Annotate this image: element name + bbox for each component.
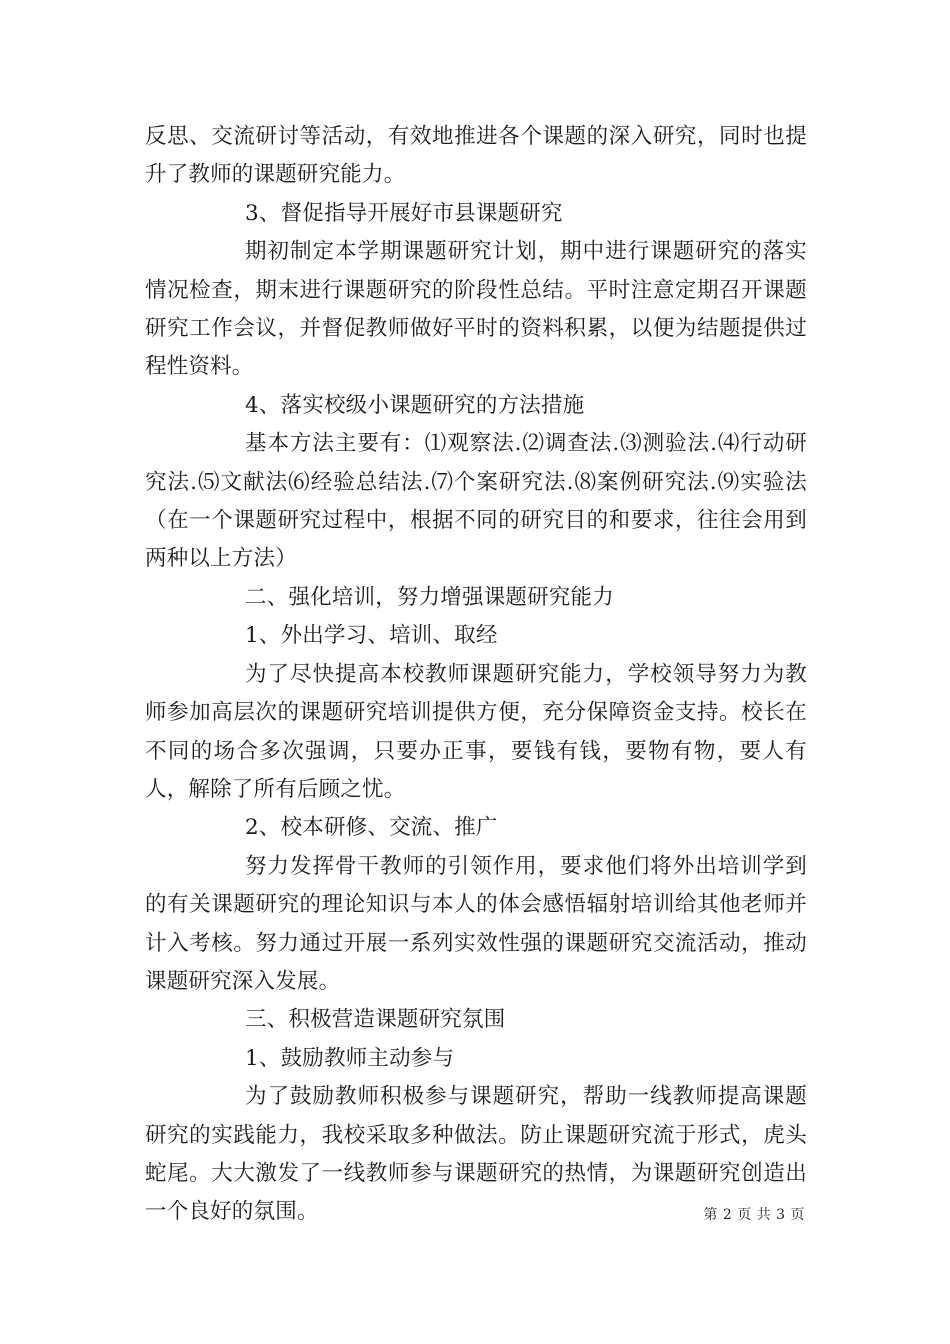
heading-section-4: 4、落实校级小课题研究的方法措施 <box>245 392 585 418</box>
paragraph-research-plan: 期初制定本学期课题研究计划，期中进行课题研究的落实情况检查，期末进行课题研究的阶段性总结。平时注意定期召开课题研究工作会议，并督促教师做好平时的资料积累，以便为结题提供过程性资料。 <box>145 239 807 380</box>
heading-part-2-item-2: 2、校本研修、交流、推广 <box>245 815 498 841</box>
heading-part-3: 三、积极营造课题研究氛围 <box>245 1007 506 1033</box>
heading-part-2-item-1: 1、外出学习、培训、取经 <box>245 623 498 649</box>
paragraph-school-training: 努力发挥骨干教师的引领作用，要求他们将外出培训学到的有关课题研究的理论知识与本人的体会感悟辐射培训给其他老师并计入考核。努力通过开展一系列实效性强的课题研究交流活动，推动课题研究深入发展。 <box>145 853 807 994</box>
document-body <box>145 118 807 1232</box>
heading-part-2: 二、强化培训，努力增强课题研究能力 <box>245 584 614 610</box>
page-number-footer: 第 2 页 共 3 页 <box>703 1207 805 1223</box>
heading-part-3-item-1: 1、鼓励教师主动参与 <box>245 1045 455 1071</box>
paragraph-1: 反思、交流研讨等活动，有效地推进各个课题的深入研究，同时也提升了教师的课题研究能力。 <box>145 124 807 188</box>
heading-section-3: 3、督促指导开展好市县课题研究 <box>245 200 563 226</box>
paragraph-methods: 基本方法主要有：⑴观察法.⑵调查法.⑶测验法.⑷行动研究法.⑸文献法⑹经验总结法.⑺个案研究法.⑻案例研究法.⑼实验法（在一个课题研究过程中，根据不同的研究目的和要求，往往会用到两种以上方法） <box>145 431 807 572</box>
paragraph-external-training: 为了尽快提高本校教师课题研究能力，学校领导努力为教师参加高层次的课题研究培训提供方便，充分保障资金支持。校长在不同的场合多次强调，只要办正事，要钱有钱，要物有物，要人有人，解除了所有后顾之忧。 <box>145 661 807 802</box>
paragraph-encourage-teachers: 为了鼓励教师积极参与课题研究，帮助一线教师提高课题研究的实践能力，我校采取多种做法。防止课题研究流于形式，虎头蛇尾。大大激发了一线教师参与课题研究的热情，为课题研究创造出一个良好的氛围。 <box>145 1084 807 1225</box>
